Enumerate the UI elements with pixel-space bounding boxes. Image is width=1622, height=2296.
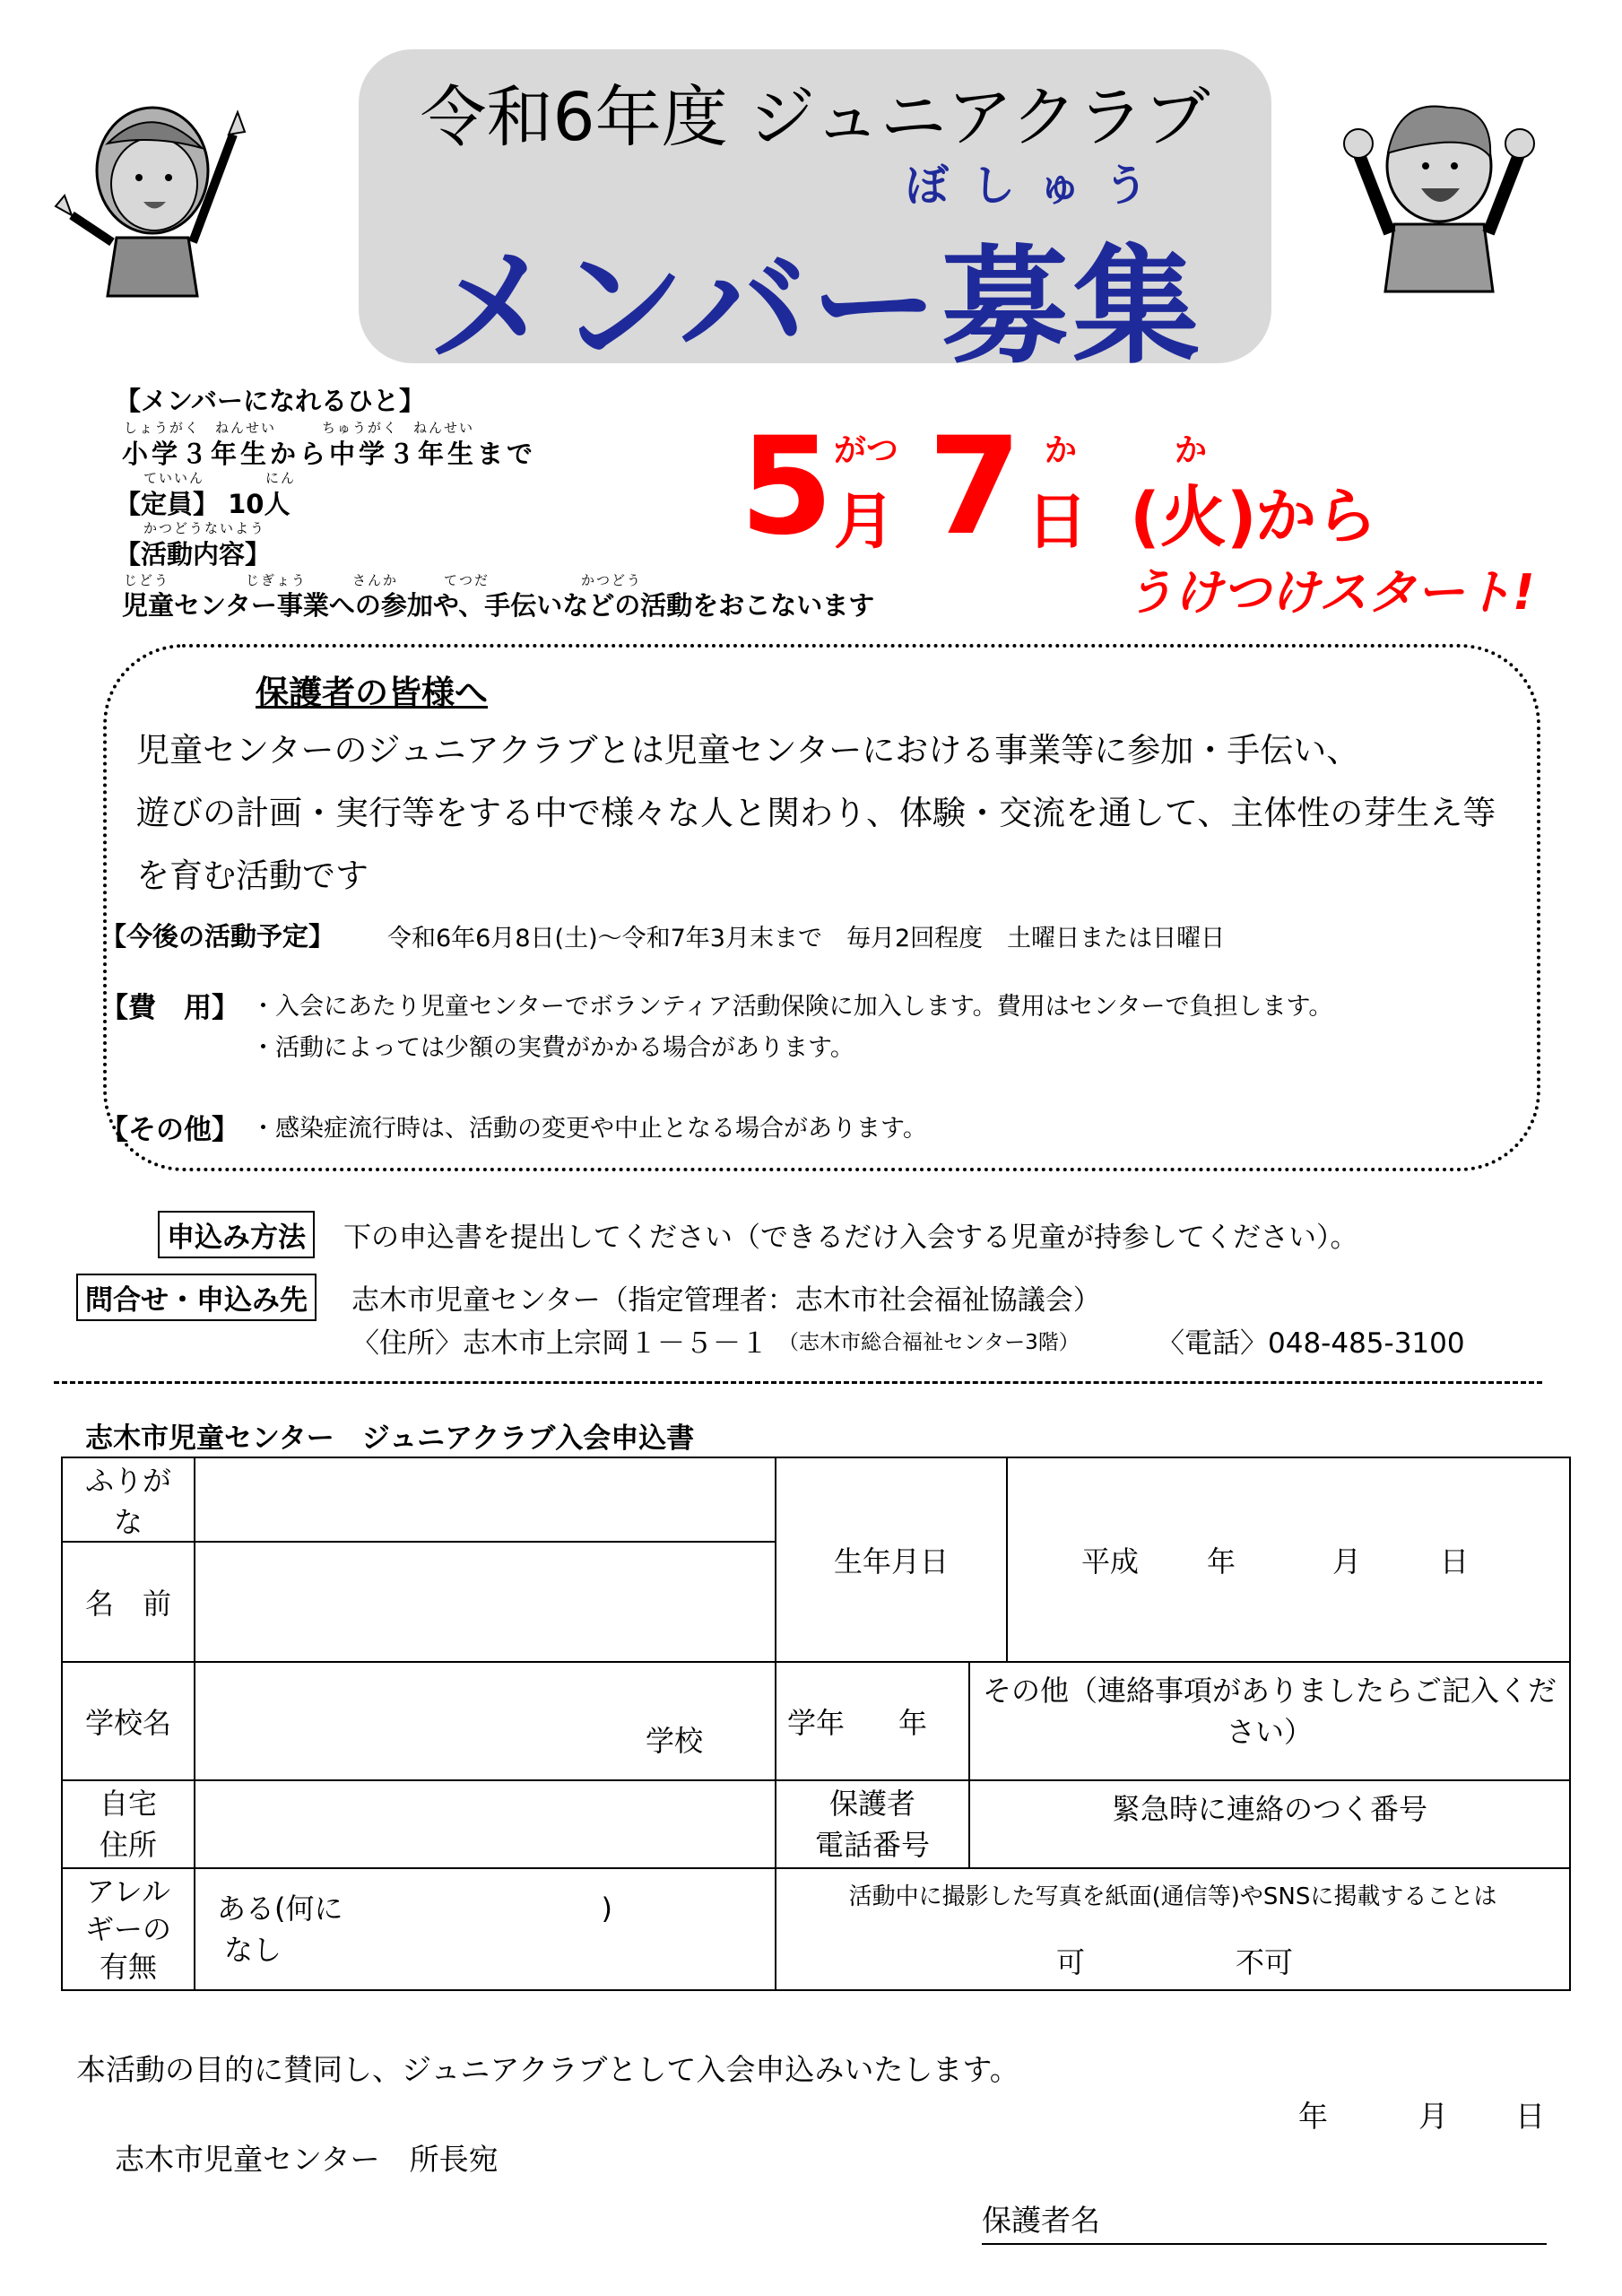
school-input[interactable]	[195, 1662, 776, 1780]
notice-para3: を育む活動です	[136, 857, 369, 895]
start-weekday: (火)	[1130, 479, 1257, 556]
allergy-input[interactable]	[195, 1868, 776, 1990]
method-value: 下の申込書を提出してください（できるだけ入会する児童が持参してください）。	[343, 1222, 1358, 1254]
page-title-line2: メンバー募集	[426, 233, 1204, 381]
photo-options	[787, 1940, 1558, 1981]
grade-input[interactable]	[776, 1662, 969, 1780]
furigana-input[interactable]	[195, 1457, 776, 1542]
notice-heading: 保護者の皆様へ	[256, 674, 488, 712]
schedule-label: 【今後の活動予定】	[100, 921, 335, 952]
other-note[interactable]: その他（連絡事項がありましたらご記入ください）	[969, 1662, 1570, 1780]
cost-line1: ・入会にあたり児童センターでボランティア活動保険に加入します。費用はセンターで負担します。	[251, 993, 1333, 1021]
activity-ruby: かつどうないよう	[143, 520, 266, 536]
method-label: 申込み方法	[158, 1211, 315, 1258]
application-form	[61, 1457, 1571, 1991]
notice-para1: 児童センターのジュニアクラブとは児童センターにおける事業等に参加・手伝い、	[136, 731, 1360, 770]
activity-value-ruby: じどう じぎょう さんか てつだ かつどう	[124, 572, 643, 588]
girl-illustration	[54, 72, 260, 305]
birthdate-input[interactable]	[1007, 1457, 1570, 1662]
address-note: （志木市総合福祉センター3階）	[778, 1331, 1080, 1354]
photo-yes[interactable]: 可	[1056, 1945, 1086, 1979]
activity-value: 児童センター事業への参加や、手伝いなどの活動をおこないます	[122, 590, 875, 621]
start-weekday-ruby: か	[1175, 432, 1208, 469]
capacity-ruby: ていいん にん	[143, 470, 297, 486]
grade-label: 学年	[787, 1706, 846, 1740]
other-value: ・感染症流行時は、活動の変更や中止となる場合があります。	[251, 1115, 927, 1143]
start-day-ruby: か	[1045, 432, 1078, 469]
start-month-kanji: 月	[834, 487, 896, 558]
guardian-name-field[interactable]	[982, 2197, 1547, 2245]
sign-year: 年	[1298, 2099, 1328, 2134]
title-ruby: ぼしゅう	[906, 161, 1172, 211]
start-subtitle: うけつけスタート!	[1125, 564, 1535, 621]
school-suffix: 学校	[645, 1724, 703, 1758]
guardian-name-label: 保護者名	[982, 2203, 1100, 2238]
school-label: 学校名	[62, 1662, 195, 1780]
start-month-num: 5	[740, 409, 834, 565]
photo-consent-cell	[776, 1868, 1570, 1990]
birth-month: 月	[1332, 1544, 1362, 1578]
eligibility-ruby: しょうがく ねんせい ちゅうがく ねんせい	[124, 420, 475, 436]
guardian-phone-label: 保護者 電話番号	[776, 1780, 969, 1868]
cost-line2: ・活動によっては少額の実費がかかる場合があります。	[251, 1034, 854, 1062]
boy-illustration	[1336, 81, 1542, 296]
name-label: 名 前	[62, 1542, 195, 1662]
cut-line	[54, 1381, 1542, 1384]
address-field-label: 自宅 住所	[62, 1780, 195, 1868]
start-day-kanji: 日	[1027, 487, 1089, 558]
phone: 〈電話〉048-485-3100	[1157, 1327, 1465, 1360]
agree-text: 本活動の目的に賛同し、ジュニアクラブとして入会申込みいたします。	[76, 2052, 1019, 2087]
eligibility-label: 【メンバーになれるひと】	[115, 386, 425, 416]
contact-label: 問合せ・申込み先	[76, 1274, 317, 1321]
address-input[interactable]	[195, 1780, 776, 1868]
photo-consent-text: 活動中に撮影した写真を紙面(通信等)やSNSに掲載することは	[848, 1883, 1497, 1910]
address-label: 〈住所〉志木市上宗岡１－５－１	[351, 1327, 768, 1360]
sign-month: 月	[1418, 2099, 1448, 2134]
allergy-yes[interactable]: ある(何に )	[217, 1892, 612, 1926]
start-kara: から	[1255, 482, 1378, 552]
cost-label: 【費 用】	[100, 992, 239, 1024]
allergy-no[interactable]: なし	[224, 1933, 282, 1967]
birth-era: 平成	[1081, 1544, 1140, 1578]
grade-suffix: 年	[898, 1706, 928, 1740]
schedule-value: 令和6年6月8日(土)～令和7年3月末まで 毎月2回程度 土曜日または日曜日	[387, 925, 1226, 952]
birth-year: 年	[1207, 1544, 1236, 1578]
start-day-num: 7	[928, 409, 1022, 565]
other-label: 【その他】	[100, 1114, 239, 1146]
capacity: 【定員】 10人	[115, 489, 291, 519]
activity-label: 【活動内容】	[115, 539, 272, 570]
allergy-label: アレル ギーの 有無	[62, 1868, 195, 1990]
birth-day: 日	[1440, 1544, 1470, 1578]
start-month-ruby: がつ	[834, 432, 899, 469]
photo-no[interactable]: 不可	[1236, 1945, 1294, 1979]
eligibility-value: 小学３年生から中学３年生まで	[122, 439, 537, 469]
sign-day: 日	[1515, 2099, 1545, 2134]
emergency-phone-input[interactable]: 緊急時に連絡のつく番号	[969, 1780, 1570, 1868]
form-title: 志木市児童センター ジュニアクラブ入会申込書	[85, 1422, 695, 1455]
page-title-line1: 令和6年度 ジュニアクラブ	[420, 79, 1210, 156]
name-input[interactable]	[195, 1542, 776, 1662]
furigana-label: ふりがな	[62, 1457, 195, 1542]
notice-para2: 遊びの計画・実行等をする中で様々な人と関わり、体験・交流を通して、主体性の芽生え等	[136, 794, 1496, 832]
birthdate-label: 生年月日	[776, 1457, 1007, 1662]
addressee: 志木市児童センター 所長宛	[115, 2142, 499, 2177]
contact-value: 志木市児童センター（指定管理者：志木市社会福祉協議会）	[351, 1284, 1101, 1317]
